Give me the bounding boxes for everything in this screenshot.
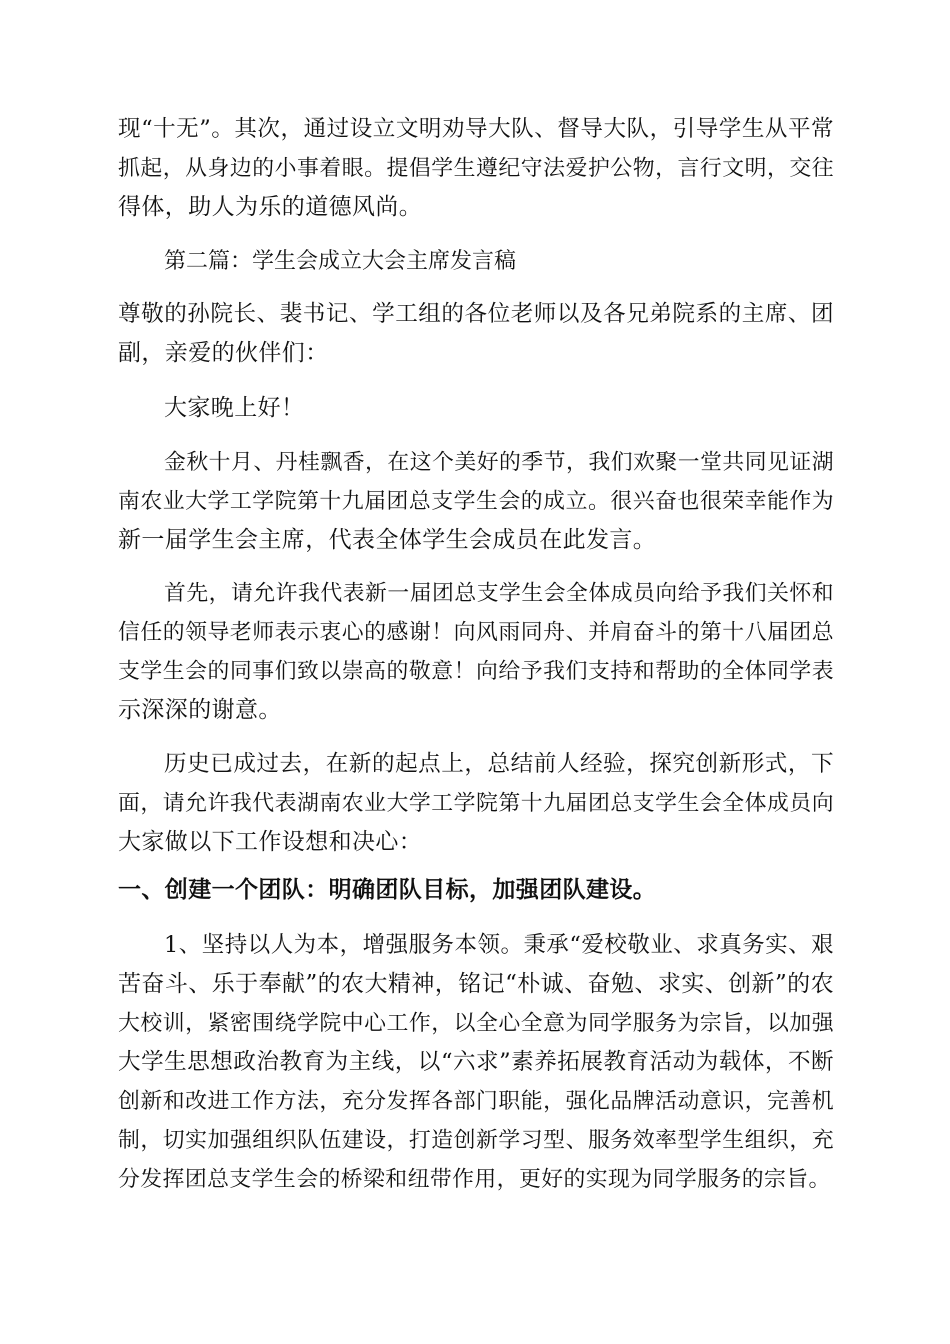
text-line: 苦奋斗、乐于奉献”的农大精神，铭记“朴诚、奋勉、求实、创新”的农 xyxy=(118,971,834,997)
text-line: 大学生思想政治教育为主线，以“六求”素养拓展教育活动为载体，不断 xyxy=(118,1049,834,1075)
text-line: 1、坚持以人为本，增强服务本领。秉承“爱校敬业、求真务实、艰 xyxy=(164,932,834,958)
paragraph-item-1 xyxy=(118,926,834,1199)
text-line: 尊敬的孙院长、裴书记、学工组的各位老师以及各兄弟院系的主席、团 xyxy=(118,301,834,327)
text-line: 示深深的谢意。 xyxy=(118,697,282,723)
text-line: 大家晚上好！ xyxy=(164,395,305,421)
text-line: 支学生会的同事们致以崇高的敬意！向给予我们支持和帮助的全体同学表 xyxy=(118,659,834,684)
text-line: 新一届学生会主席，代表全体学生会成员在此发言。 xyxy=(118,527,657,553)
text-line: 金秋十月、丹桂飘香，在这个美好的季节，我们欢聚一堂共同见证湖 xyxy=(164,450,834,475)
heading-text: 一、创建一个团队：明确团队目标，加强团队建设。 xyxy=(118,877,657,903)
text-line: 面，请允许我代表湖南农业大学工学院第十九届团总支学生会全体成员向 xyxy=(118,791,834,816)
paragraph-thanks xyxy=(118,574,834,730)
text-line: 创新和改进工作方法，充分发挥各部门职能，强化品牌活动意识，完善机 xyxy=(118,1089,834,1114)
text-line: 大家做以下工作设想和决心： xyxy=(118,829,423,855)
text-line: 分发挥团总支学生会的桥梁和纽带作用，更好的实现为同学服务的宗旨。 xyxy=(118,1167,831,1192)
paragraph-intro xyxy=(118,443,834,560)
section-title xyxy=(164,242,516,281)
text-line: 南农业大学工学院第十九届团总支学生会的成立。很兴奋也很荣幸能作为 xyxy=(118,489,834,514)
text-line: 副，亲爱的伙伴们： xyxy=(118,340,329,366)
paragraph-salutation xyxy=(118,295,834,373)
paragraph-greeting xyxy=(118,389,834,428)
text-line: 抓起，从身边的小事着眼。提倡学生遵纪守法爱护公物，言行文明，交往 xyxy=(118,156,834,181)
paragraph-continuation xyxy=(118,110,834,227)
text-line: 制，切实加强组织队伍建设，打造创新学习型、服务效率型学生组织，充 xyxy=(118,1128,834,1153)
text-line: 信任的领导老师表示衷心的感谢！向风雨同舟、并肩奋斗的第十八届团总 xyxy=(118,620,834,645)
text-line: 历史已成过去，在新的起点上，总结前人经验，探究创新形式，下 xyxy=(164,751,834,777)
text-line: 得体，助人为乐的道德风尚。 xyxy=(118,194,423,220)
text-line: 首先，请允许我代表新一届团总支学生会全体成员向给予我们关怀和 xyxy=(164,581,834,606)
section-heading xyxy=(118,871,834,910)
text-line: 现“十无”。其次，通过设立文明劝导大队、督导大队，引导学生从平常 xyxy=(118,116,834,142)
paragraph-history xyxy=(118,745,834,862)
section-title-text: 第二篇：学生会成立大会主席发言稿 xyxy=(164,249,517,274)
text-line: 大校训，紧密围绕学院中心工作，以全心全意为同学服务为宗旨，以加强 xyxy=(118,1011,834,1036)
